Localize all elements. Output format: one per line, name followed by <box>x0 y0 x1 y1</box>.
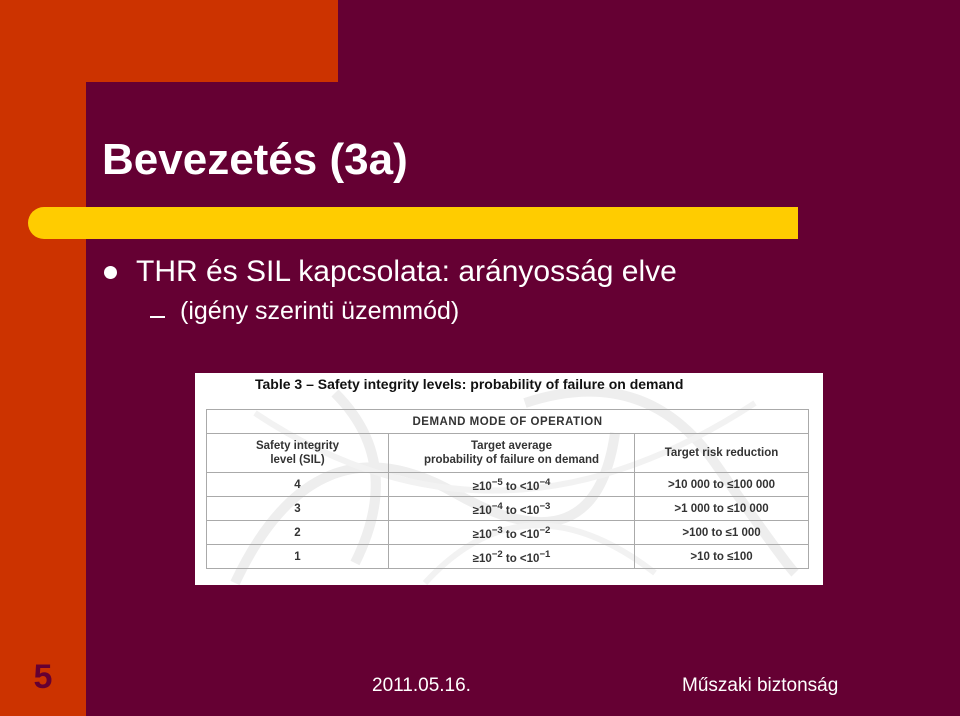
left-accent-bar <box>0 0 86 716</box>
risk-reduction-cell: >10 000 to ≤100 000 <box>635 473 809 497</box>
demand-mode-header: DEMAND MODE OF OPERATION <box>207 410 809 434</box>
table-row <box>207 473 809 497</box>
prob-low-exponent: −2 <box>491 548 503 560</box>
title-underline-bar <box>28 207 798 239</box>
prob-low-exponent: −3 <box>491 524 503 536</box>
table-row <box>207 497 809 521</box>
sub-bullet-text: (igény szerinti üzemmód) <box>180 297 460 325</box>
sil-table <box>206 409 809 569</box>
column-header-sil-line2: level (SIL) <box>270 454 325 466</box>
probability-cell <box>389 497 635 521</box>
prob-low: ≥10 <box>472 528 492 541</box>
bullet-text: THR és SIL kapcsolata: arányosság elve <box>136 255 677 288</box>
prob-mid: to <10 <box>502 480 540 493</box>
slide-number: 5 <box>33 658 53 696</box>
prob-mid: to <10 <box>502 504 540 517</box>
prob-high-exponent: −3 <box>539 500 551 512</box>
footer-title: Műszaki biztonság <box>682 675 839 696</box>
sil-cell: 4 <box>207 473 389 497</box>
column-header-probability-line1: Target average <box>471 440 552 452</box>
probability-cell <box>389 545 635 569</box>
prob-high-exponent: −1 <box>539 548 551 560</box>
prob-high-exponent: −4 <box>539 476 551 488</box>
corner-curve <box>86 82 126 122</box>
prob-low: ≥10 <box>472 552 492 565</box>
risk-reduction-cell: >1 000 to ≤10 000 <box>635 497 809 521</box>
prob-low-exponent: −4 <box>491 500 503 512</box>
footer-date: 2011.05.16. <box>372 675 471 696</box>
bullet-dot-icon <box>104 266 117 279</box>
slide-title: Bevezetés (3a) <box>102 135 408 184</box>
column-header-probability <box>389 434 635 473</box>
sub-bullet-dash-icon <box>150 316 165 318</box>
table-row <box>207 545 809 569</box>
prob-low: ≥10 <box>472 480 492 493</box>
sil-cell: 3 <box>207 497 389 521</box>
prob-low-exponent: −5 <box>491 476 503 488</box>
table-caption: Table 3 – Safety integrity levels: probability of failure on demand <box>255 376 684 392</box>
table-row <box>207 521 809 545</box>
sil-cell: 2 <box>207 521 389 545</box>
prob-low: ≥10 <box>472 504 492 517</box>
probability-cell <box>389 521 635 545</box>
risk-reduction-cell: >10 to ≤100 <box>635 545 809 569</box>
prob-mid: to <10 <box>502 528 540 541</box>
prob-high-exponent: −2 <box>539 524 551 536</box>
column-header-risk-reduction: Target risk reduction <box>635 434 809 473</box>
probability-cell <box>389 473 635 497</box>
risk-reduction-cell: >100 to ≤1 000 <box>635 521 809 545</box>
top-accent-block <box>86 0 338 82</box>
sil-cell: 1 <box>207 545 389 569</box>
prob-mid: to <10 <box>502 552 540 565</box>
sil-table-image <box>195 373 823 585</box>
column-header-sil-line1: Safety integrity <box>255 440 340 452</box>
column-header-sil <box>207 434 389 473</box>
column-header-probability-line2: probability of failure on demand <box>423 454 600 466</box>
